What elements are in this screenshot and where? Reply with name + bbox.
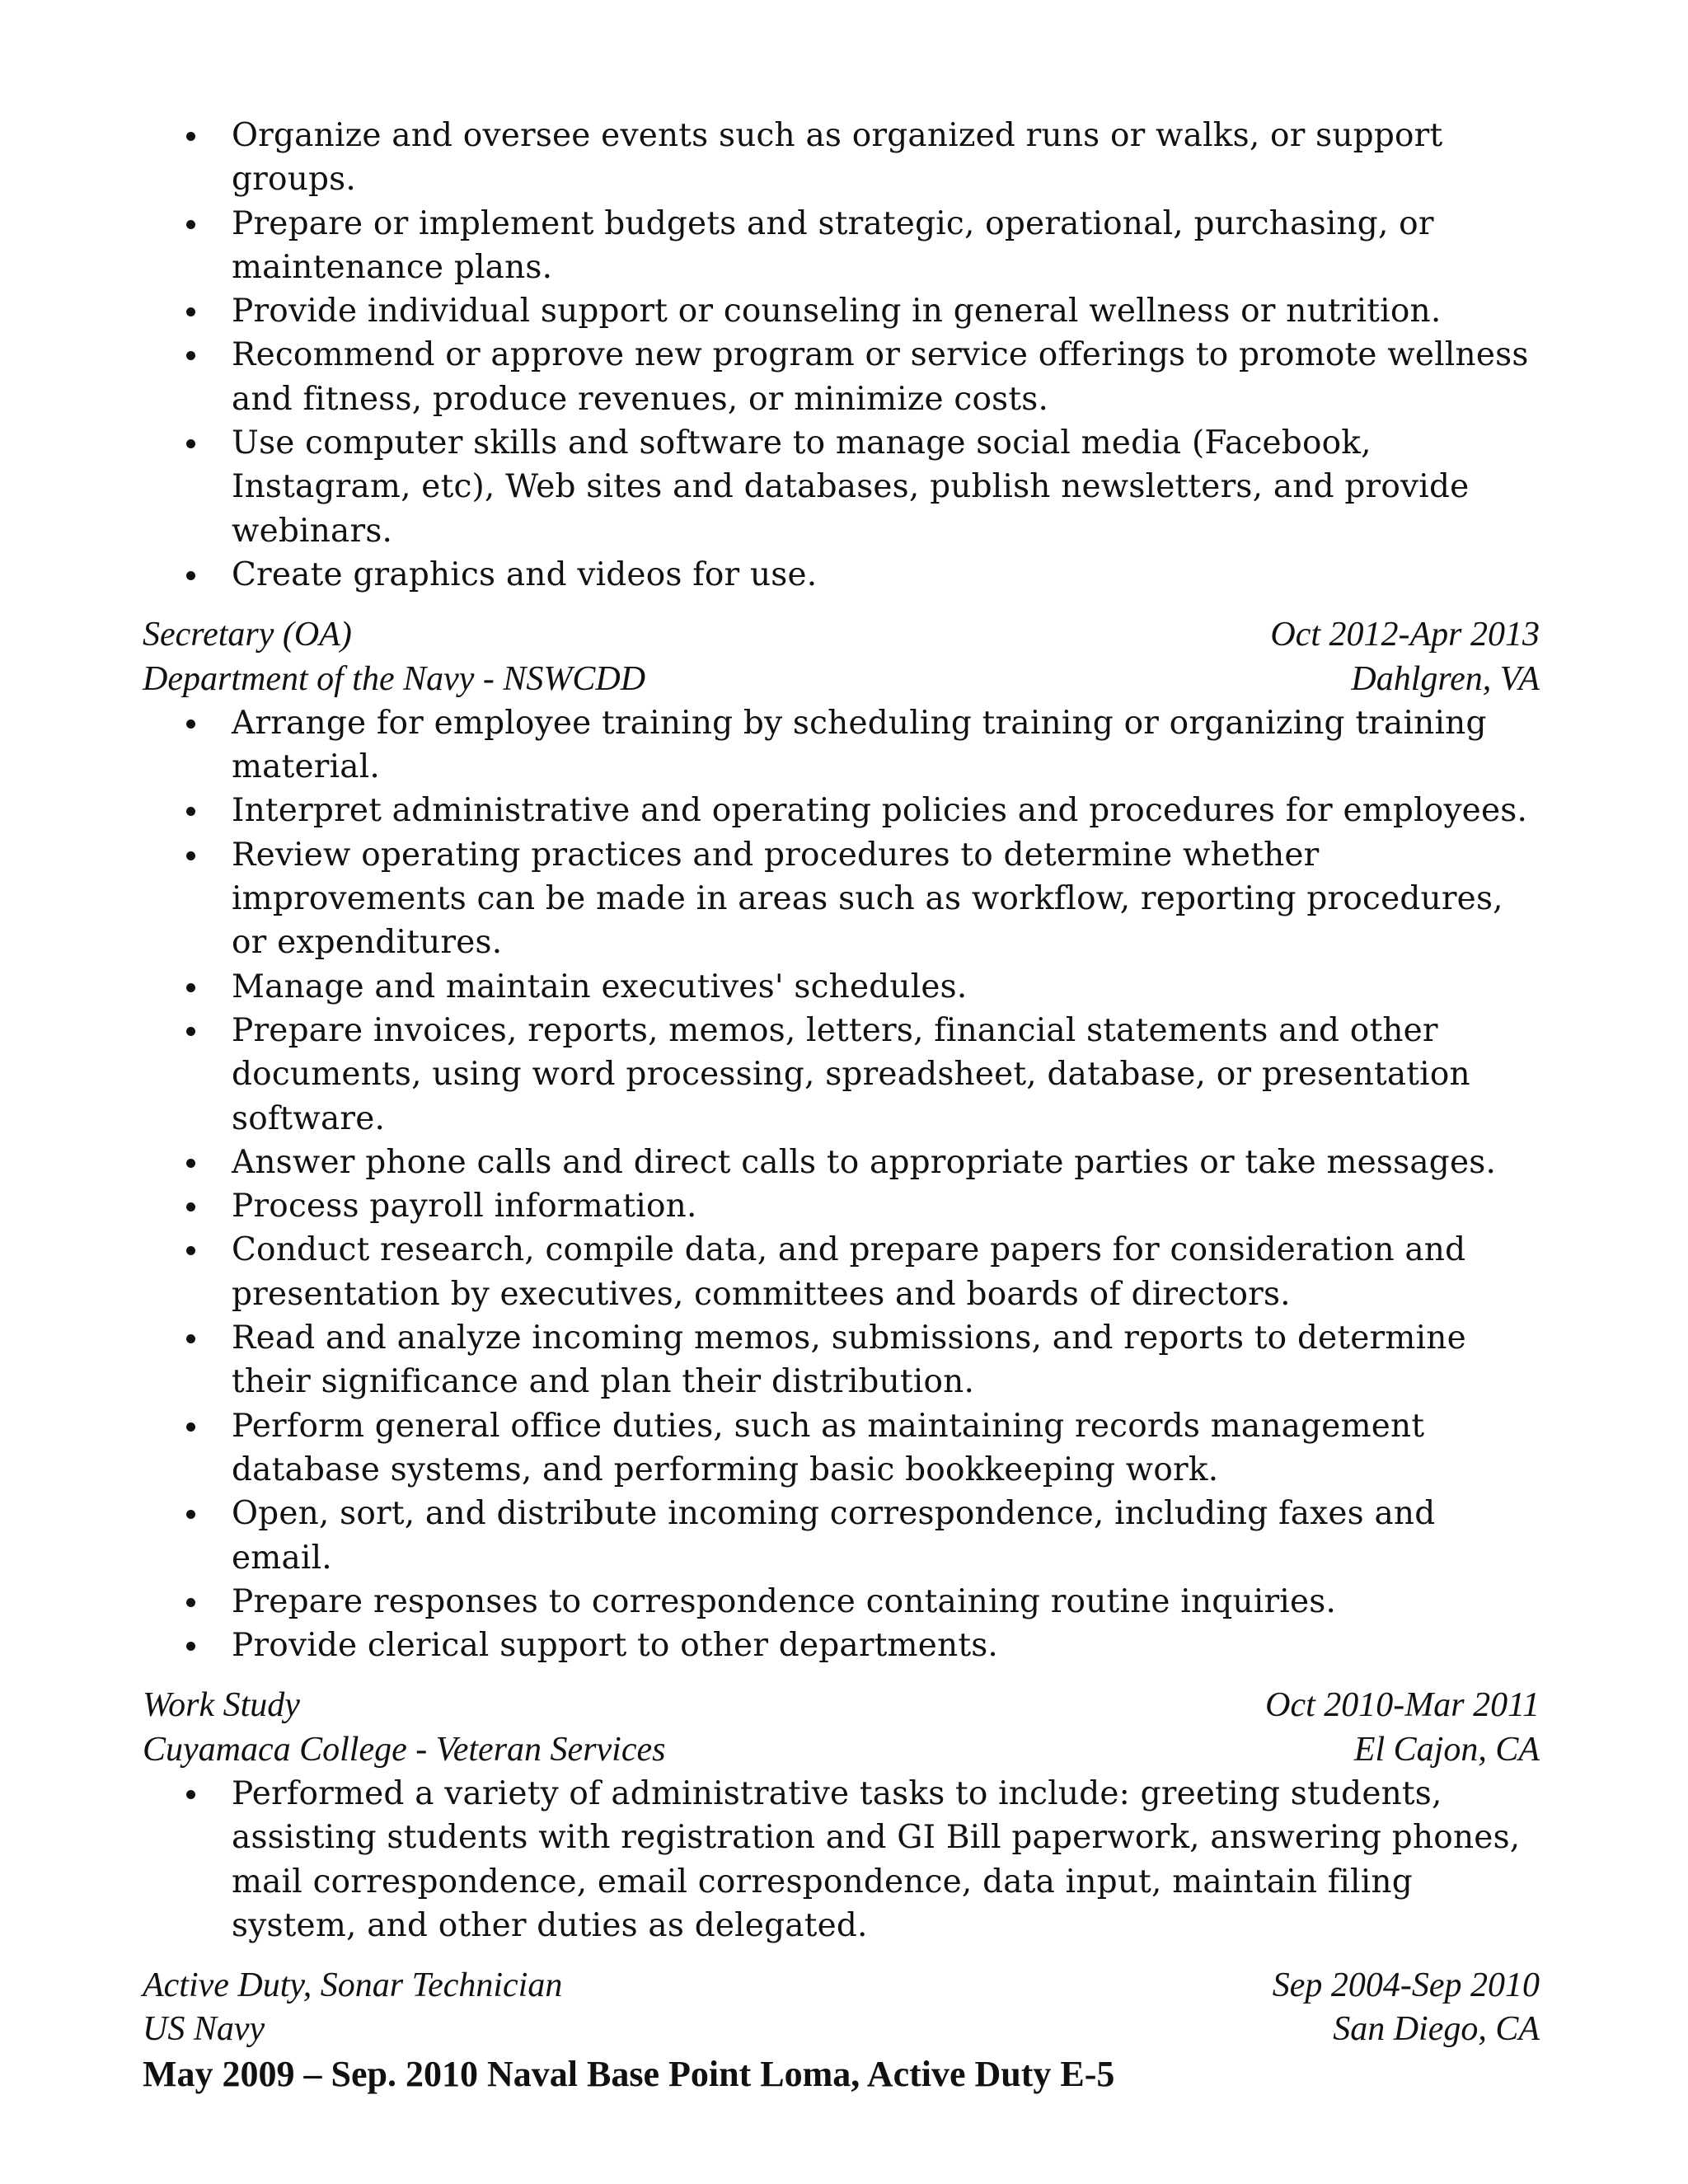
list-item <box>232 553 1540 597</box>
job-dates: Oct 2012-Apr 2013 <box>1270 616 1540 654</box>
bullet-text: Create graphics and videos for use. <box>232 555 818 593</box>
job-bullet-list <box>143 1772 1540 1947</box>
list-item <box>232 421 1540 553</box>
list-item <box>232 1492 1540 1580</box>
bullet-icon <box>186 807 195 816</box>
bullet-icon <box>186 1510 195 1519</box>
list-item <box>232 1228 1540 1316</box>
bullet-text: Recommend or approve new program or service offerings to promote wellness and fitness, produce revenues, or minimize costs. <box>232 336 1529 418</box>
bullet-icon <box>186 132 195 141</box>
bullet-text: Conduct research, compile data, and prepare papers for consideration and presentation by executives, committees and boards of directors. <box>232 1231 1466 1313</box>
job-employer: US Navy <box>143 2010 265 2049</box>
job-employer: Department of the Navy - NSWCDD <box>143 659 646 698</box>
bullet-text: Prepare responses to correspondence containing routine inquiries. <box>232 1582 1337 1620</box>
bullet-text: Interpret administrative and operating policies and procedures for employees. <box>232 792 1528 830</box>
bullet-icon <box>186 220 195 229</box>
bullet-icon <box>186 1159 195 1168</box>
bullet-icon <box>186 1598 195 1607</box>
job-title: Work Study <box>143 1686 300 1725</box>
bullet-icon <box>186 719 195 729</box>
bullet-icon <box>186 1790 195 1799</box>
bullet-text: Answer phone calls and direct calls to appropriate parties or take messages. <box>232 1143 1497 1181</box>
bullet-icon <box>186 439 195 448</box>
job-location: San Diego, CA <box>1333 2010 1540 2049</box>
list-item <box>232 1404 1540 1493</box>
job-title-row <box>143 1964 1540 2008</box>
resume-content <box>143 114 1540 2096</box>
job-employer-row <box>143 2008 1540 2051</box>
bullet-icon <box>186 307 195 316</box>
bullet-icon <box>186 1246 195 1255</box>
job-bullet-list <box>143 701 1540 1668</box>
bullet-text: Review operating practices and procedures to determine whether improvements can be made in areas such as workflow, reporting procedures, or expenditures. <box>232 836 1503 962</box>
job-work-study <box>143 1684 1540 1947</box>
list-item <box>232 1624 1540 1667</box>
job-employer: Cuyamaca College - Veteran Services <box>143 1730 666 1769</box>
bullet-text: Provide clerical support to other departments. <box>232 1627 999 1665</box>
bullet-icon <box>186 1027 195 1036</box>
job-employer-row <box>143 658 1540 701</box>
bullet-text: Performed a variety of administrative tasks to include: greeting students, assisting students with registration and GI Bill paperwork, answering phones, mail correspondence, email correspondence, data input, maintain filing system, and other duties as delegated. <box>232 1774 1521 1944</box>
list-item <box>232 1316 1540 1404</box>
job-employer-row <box>143 1728 1540 1772</box>
bullet-icon <box>186 1334 195 1343</box>
bullet-text: Process payroll information. <box>232 1188 697 1226</box>
list-item <box>232 965 1540 1009</box>
list-item <box>232 789 1540 832</box>
bullet-icon <box>186 351 195 360</box>
list-item <box>232 289 1540 333</box>
bullet-icon <box>186 1642 195 1651</box>
job-title-row <box>143 613 1540 657</box>
list-item <box>232 1009 1540 1141</box>
job-title: Secretary (OA) <box>143 616 352 654</box>
bullet-icon <box>186 571 195 580</box>
bullet-text: Perform general office duties, such as maintaining records management database systems, and performing basic bookkeeping work. <box>232 1407 1425 1488</box>
bullet-text: Prepare invoices, reports, memos, letters, financial statements and other documents, using word processing, spreadsheet, database, or presentation software. <box>232 1011 1470 1137</box>
job-dates: Sep 2004-Sep 2010 <box>1272 1966 1540 2005</box>
job-location: Dahlgren, VA <box>1351 659 1540 698</box>
bullet-icon <box>186 1202 195 1212</box>
list-item <box>232 114 1540 202</box>
job-title: Active Duty, Sonar Technician <box>143 1966 563 2005</box>
bullet-text: Use computer skills and software to manage social media (Facebook, Instagram, etc), Web sites and databases, publish newsletters, and provide webinars. <box>232 424 1470 550</box>
bullet-text: Open, sort, and distribute incoming correspondence, including faxes and email. <box>232 1495 1436 1577</box>
job-secretary <box>143 613 1540 1667</box>
list-item <box>232 333 1540 421</box>
job-active-duty <box>143 1964 1540 2096</box>
bullet-text: Read and analyze incoming memos, submissions, and reports to determine their significance and plan their distribution. <box>232 1319 1466 1401</box>
bullet-icon <box>186 1422 195 1432</box>
list-item <box>232 1184 1540 1228</box>
job-dates: Oct 2010-Mar 2011 <box>1265 1686 1540 1725</box>
list-item <box>232 1580 1540 1624</box>
list-item <box>232 1772 1540 1947</box>
intro-bullet-list <box>143 114 1540 597</box>
job-title-row <box>143 1684 1540 1727</box>
job-location: El Cajon, CA <box>1353 1730 1540 1769</box>
bullet-text: Prepare or implement budgets and strategic, operational, purchasing, or maintenance plans. <box>232 204 1434 286</box>
bullet-text: Organize and oversee events such as organized runs or walks, or support groups. <box>232 117 1443 199</box>
bullet-icon <box>186 983 195 992</box>
list-item <box>232 701 1540 790</box>
bullet-text: Arrange for employee training by scheduling training or organizing training material. <box>232 704 1487 786</box>
bullet-icon <box>186 851 195 860</box>
list-item <box>232 833 1540 965</box>
bullet-text: Manage and maintain executives' schedules. <box>232 968 968 1005</box>
list-item <box>232 1141 1540 1184</box>
service-period-heading: May 2009 – Sep. 2010 Naval Base Point Loma, Active Duty E-5 <box>143 2053 1115 2094</box>
bullet-text: Provide individual support or counseling in general wellness or nutrition. <box>232 293 1442 330</box>
list-item <box>232 202 1540 290</box>
